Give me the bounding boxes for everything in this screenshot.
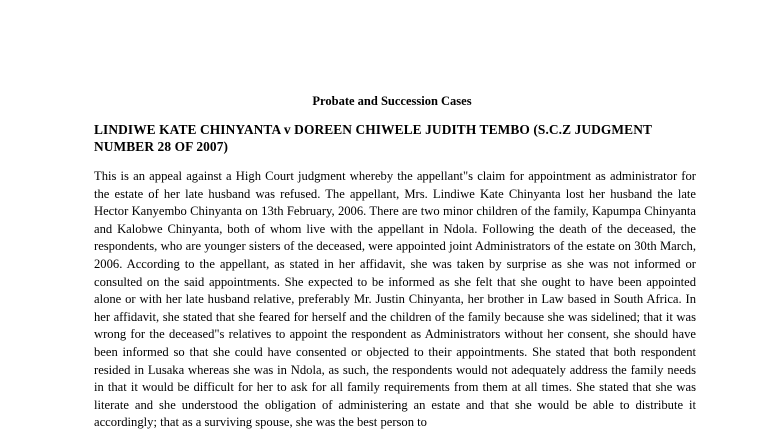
body-paragraph: This is an appeal against a High Court judgment whereby the appellant"s claim for appointment as administrator for the estate of her late husband was refused. The appellant, Mrs. Lindiwe Kate Chinyanta lost her husband the late Hector Kanyembo Chinyanta on 13th February, 2006. There are two minor children of the family, Kapumpa Chinyanta and Kalobwe Chinyanta, both of whom live with the appellant in Ndola. Following the death of the deceased, the respondents, who are younger sisters of the deceased, were appointed joint Administrators of the estate on 30th March, 2006. According to the appellant, as stated in her affidavit, she was taken by surprise as she was not informed or consulted on the said appointments. She expected to be informed as she felt that she ought to have been appointed alone or with her late husband relative, preferably Mr. Justin Chinyanta, her brother in Law based in South Africa. In her affidavit, she stated that she feared for herself and the children of the family because she was sidelined; that it was wrong for the deceased"s relatives to appoint the respondent as Administrators without her consent, she should have been informed so that she could have consented or objected to their appointments. She stated that both respondent resided in Lusaka whereas she was in Ndola, as such, the respondents would not adequately address the family needs in that it would be difficult for her to ask for all family requirements from them at all times. She stated that she was literate and she understood the obligation of administering an estate and that she would be able to distribute it accordingly; that as a surviving spouse, she was the best person to [94, 169, 696, 430]
section-title: Probate and Succession Cases [312, 94, 472, 108]
case-title: LINDIWE KATE CHINYANTA v DOREEN CHIWELE JUDITH TEMBO (S.C.Z JUDGMENT NUMBER 28 OF 2007) [94, 122, 652, 154]
